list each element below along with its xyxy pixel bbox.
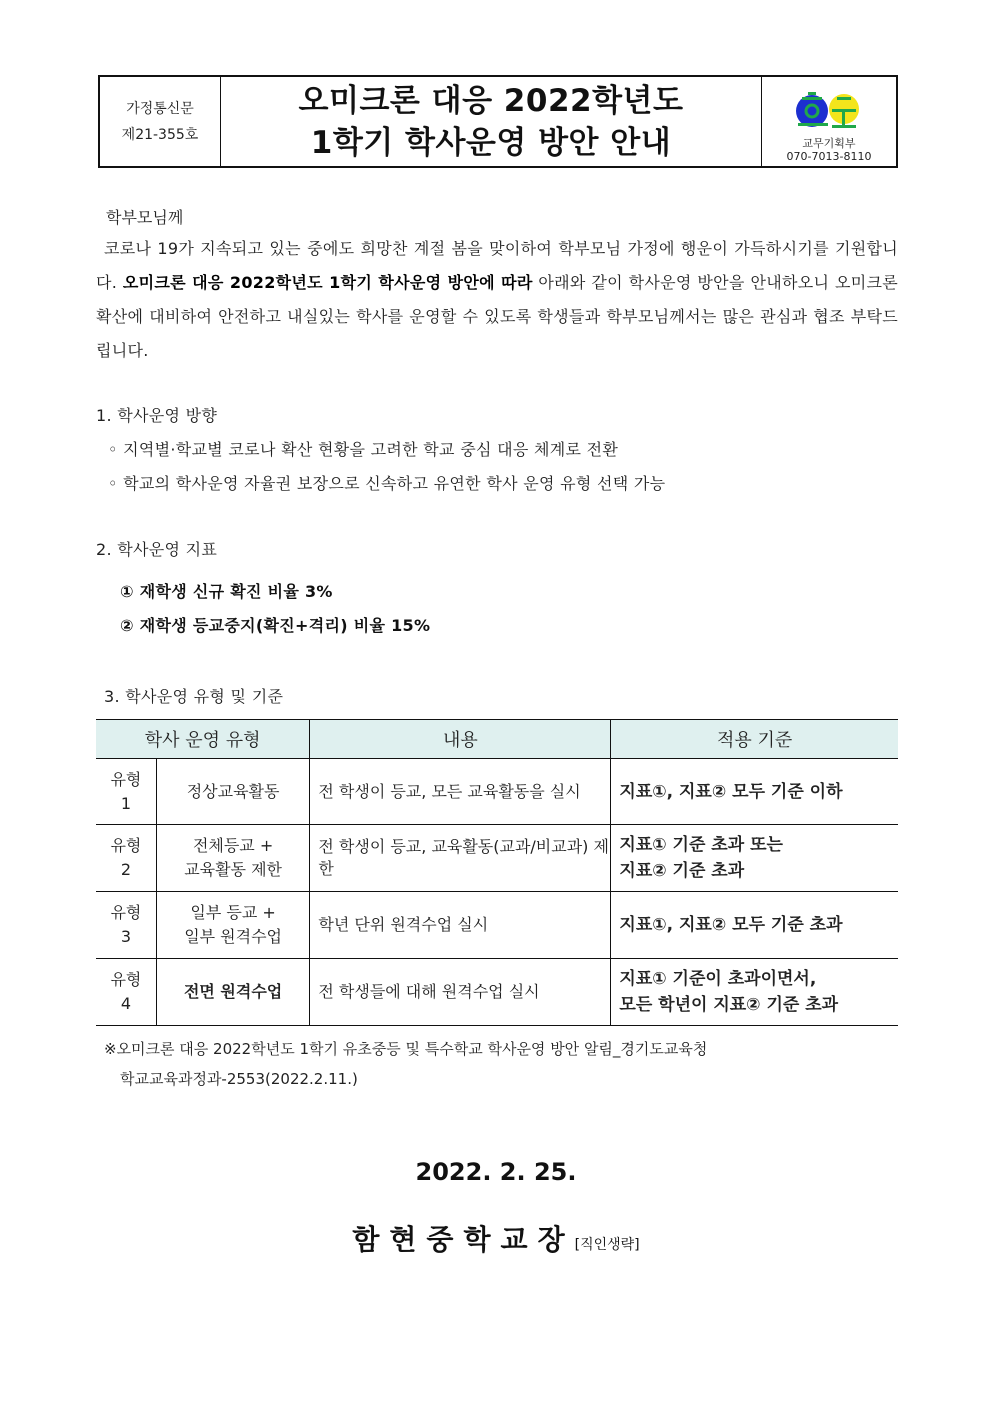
- intro-paragraph: [96, 232, 898, 368]
- type-name-cell: [156, 759, 310, 825]
- type-number: 4: [120, 994, 132, 1013]
- section-2-title: 2. 학사운영 지표: [96, 540, 218, 559]
- header-criteria: 적용 기준: [611, 720, 898, 759]
- table-row: [96, 825, 898, 892]
- type-name: 정상교육활동: [186, 781, 280, 801]
- criteria-line-2: 지표② 기준 초과: [619, 861, 745, 881]
- section-1-item: ◦ 학교의 학사운영 자율권 보장으로 신속하고 유연한 학사 운영 유형 선택 가능: [108, 474, 666, 493]
- section-1-title: 1. 학사운영 방향: [96, 406, 218, 425]
- type-name-2: 교육활동 제한: [184, 860, 283, 879]
- department: 교무기획부: [802, 137, 856, 150]
- type-name: 전면 원격수업: [183, 982, 283, 1001]
- type-number: 3: [120, 927, 132, 946]
- criteria-line-2: 모든 학년이 지표② 기준 초과: [619, 995, 839, 1015]
- operation-types-table: [96, 719, 898, 1026]
- type-number: 1: [120, 793, 132, 813]
- content-cell: 학년 단위 원격수업 실시: [310, 892, 611, 959]
- intro-text-1: 코로나 19가 지속되고 있는 중에도 희망찬 계절 봄을 맞이하여 학부모님 가정에 행운이 가득하시기를 기원합니다.: [96, 239, 898, 292]
- type-name-2: 일부 원격수업: [184, 927, 283, 946]
- phone-number: 070-7013-8110: [786, 150, 872, 163]
- indicator-1: ① 재학생 신규 확진 비율 3%: [120, 582, 333, 601]
- school-logo-icon: [794, 89, 864, 133]
- table-row: [96, 759, 898, 825]
- type-name-cell: [156, 959, 310, 1026]
- source-note-line-2: 학교교육과정과-2553(2022.2.11.): [120, 1070, 358, 1088]
- indicator-2: ② 재학생 등교중지(확진+격리) 비율 15%: [120, 616, 431, 635]
- table-header-row: [96, 720, 898, 759]
- table-row: [96, 892, 898, 959]
- source-note-line-1: ※오미크론 대응 2022학년도 1학기 유초중등 및 특수학교 학사운영 방안 알림_경기도교육청: [104, 1040, 708, 1058]
- table-row: [96, 959, 898, 1026]
- doc-info: [100, 77, 221, 166]
- type-name-cell: [156, 825, 310, 892]
- title-line-1: 오미크론 대응 2022학년도: [298, 82, 684, 119]
- criteria-cell: 지표①, 지표② 모두 기준 이하: [611, 759, 898, 825]
- school-contact: [761, 77, 896, 166]
- document-header: [98, 75, 898, 168]
- header-content: 내용: [310, 720, 611, 759]
- type-name: 전체등교 +: [192, 836, 274, 855]
- criteria-line-1: 지표① 기준 초과 또는: [619, 835, 783, 855]
- type-cell: [96, 892, 156, 959]
- criteria-cell: [611, 825, 898, 892]
- doc-type: 가정통신문: [126, 100, 194, 117]
- section-3-title: 3. 학사운영 유형 및 기준: [104, 687, 284, 706]
- signature-line: [0, 1218, 992, 1258]
- type-cell: [96, 825, 156, 892]
- doc-number: 제21-355호: [121, 126, 199, 143]
- type-name-cell: [156, 892, 310, 959]
- title-line-2: 1학기 학사운영 방안 안내: [310, 124, 672, 161]
- type-label: 유형: [110, 769, 142, 789]
- issue-date: 2022. 2. 25.: [415, 1158, 577, 1186]
- type-cell: [96, 759, 156, 825]
- source-note: [104, 1034, 898, 1094]
- signer-name: 함현중학교장: [352, 1223, 575, 1256]
- header-type: 학사 운영 유형: [96, 720, 310, 759]
- type-label: 유형: [110, 836, 142, 855]
- content-cell: 전 학생이 등교, 모든 교육활동을 실시: [310, 759, 611, 825]
- type-number: 2: [120, 860, 132, 879]
- seal-note: [직인생략]: [574, 1237, 640, 1253]
- criteria-line-1: 지표① 기준이 초과이면서,: [619, 969, 817, 989]
- intro-text-2: 아래와 같이 학사운영 방안을 안내하오니 오미크론 확산에 대비하여 안전하고 내실있는 학사를 운영할 수 있도록 학생들과 학부모님께서는 많은 관심과 협조 부탁드립니다.: [96, 273, 898, 360]
- content-cell: 전 학생이 등교, 교육활동(교과/비교과) 제한: [310, 825, 611, 892]
- criteria-cell: 지표①, 지표② 모두 기준 초과: [611, 892, 898, 959]
- document-title: [221, 77, 761, 166]
- content-cell: 전 학생들에 대해 원격수업 실시: [310, 959, 611, 1026]
- greeting: 학부모님께: [106, 208, 184, 227]
- type-name: 일부 등교 +: [190, 903, 276, 922]
- criteria-cell: [611, 959, 898, 1026]
- section-1-item: ◦ 지역별·학교별 코로나 확산 현황을 고려한 학교 중심 대응 체계로 전환: [108, 440, 619, 459]
- type-cell: [96, 959, 156, 1026]
- intro-bold-text: 오미크론 대응 2022학년도 1학기 학사운영 방안에 따라: [122, 273, 533, 292]
- type-label: 유형: [110, 970, 142, 989]
- type-label: 유형: [110, 903, 142, 922]
